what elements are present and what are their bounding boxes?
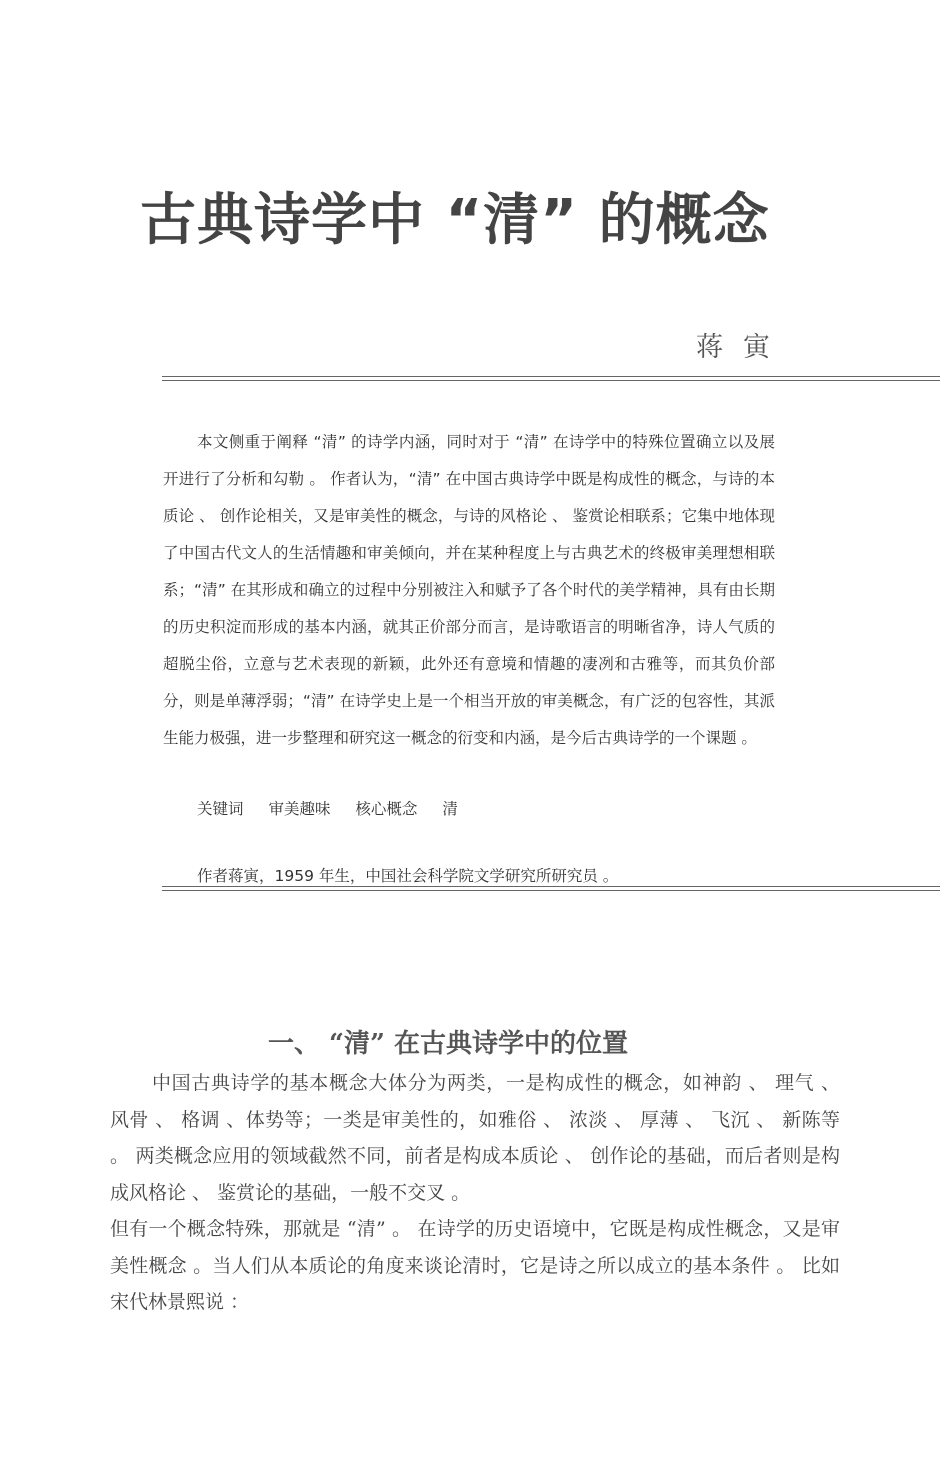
- body-paragraph: 但有一个概念特殊，那就是 “清” 。 在诗学的历史语境中，它既是构成性概念，又是审美性概念 。当人们从本质论的角度来谈论清时，它是诗之所以成立的基本条件 。 比如宋代林景熙说 ：: [110, 1218, 840, 1313]
- body-paragraph: 中国古典诗学的基本概念大体分为两类，一是构成性的概念，如神韵 、 理气 、 风骨 、 格调 、体势等；一类是审美性的，如雅俗 、 浓淡 、 厚薄 、 飞沉 、 新陈等 。 两类概念应用的领域截然不同，前者是构成本质论 、 创作论的基础，而后者则是构成风格论 、 鉴赏论的基础，一般不交叉 。: [110, 1072, 840, 1204]
- abstract-text: 本文侧重于阐释 “清” 的诗学内涵，同时对于 “清” 在诗学中的特殊位置确立以及展开进行了分析和勾勒 。 作者认为，“清” 在中国古典诗学中既是构成性的概念，与诗的本质论 、 创作论相关，又是审美性的概念，与诗的风格论 、 鉴赏论相联系；它集中地体现了中国古代文人的生活情趣和审美倾向，并在某种程度上与古典艺术的终极审美理想相联系；“清” 在其形成和确立的过程中分别被注入和赋予了各个时代的美学精神，具有由长期的历史积淀而形成的基本内涵，就其正价部分而言，是诗歌语言的明晰省净，诗人气质的超脱尘俗，立意与艺术表现的新颖，此外还有意境和情趣的凄冽和古雅等，而其负价部分，则是单薄浮弱；“清” 在诗学史上是一个相当开放的审美概念，有广泛的包容性，其派生能力极强，进一步整理和研究这一概念的衍变和内涵，是今后古典诗学的一个课题 。: [163, 433, 775, 747]
- section-body: [110, 1065, 840, 1321]
- keyword-item: 审美趣味: [268, 800, 331, 818]
- author-info: 作者蒋寅，1959 年生，中国社会科学院文学研究所研究员 。: [197, 867, 619, 885]
- author-name: 蒋寅: [696, 332, 790, 363]
- keyword-item: 核心概念: [355, 800, 418, 818]
- keywords-line: [197, 795, 797, 823]
- abstract-top-rule: [162, 376, 940, 381]
- abstract-bottom-rule: [162, 886, 940, 891]
- section-heading: 一、 “清” 在古典诗学中的位置: [268, 1028, 629, 1059]
- keyword-item: 清: [442, 800, 458, 818]
- keywords-label: 关键词: [197, 800, 244, 818]
- article-title: 古典诗学中 “清” 的概念: [140, 187, 770, 253]
